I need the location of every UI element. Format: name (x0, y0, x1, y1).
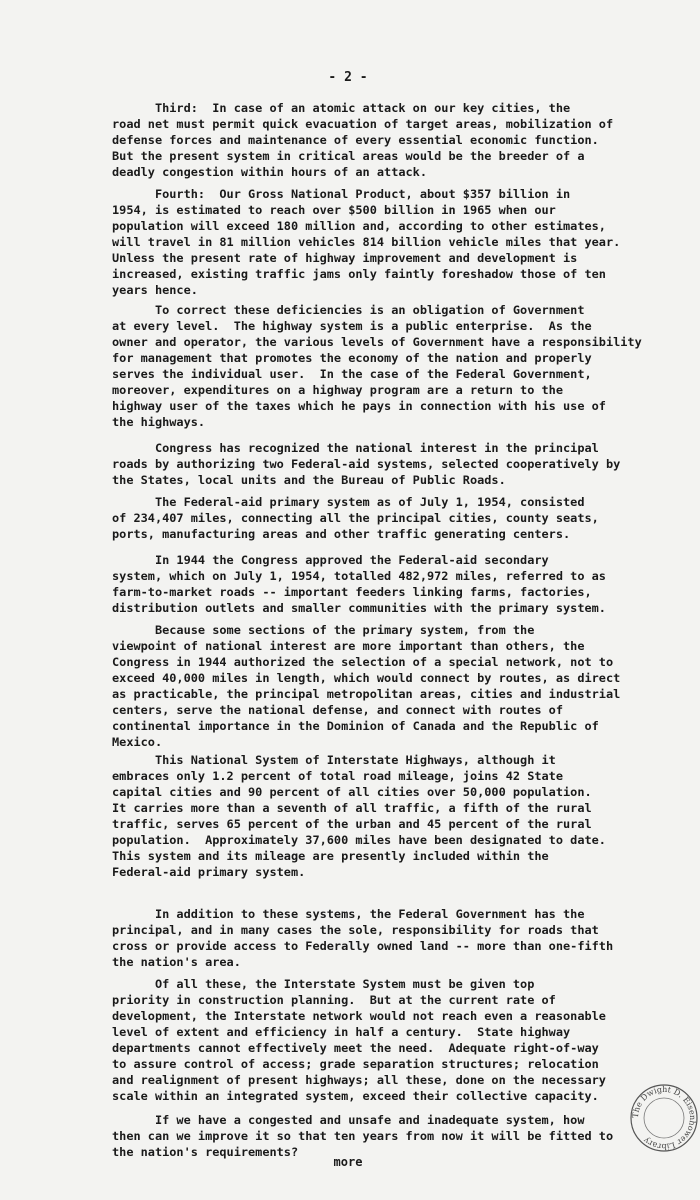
paragraph-interstate-system: This National System of Interstate Highways, although it embraces only 1.2 percent of total road mileage, joins 42 State capital cities and 90 percent of all cities over 50,000 population. It carries more than a seventh of all traffic, a fifth of the rural traffic, serves 65 percent of the urban and 45 percent of the rural population. Approximately 37,600 miles have been designated to date. This system and its mileage are presently included within the Federal-aid primary system. (112, 753, 606, 879)
paragraph-third: Third: In case of an atomic attack on our key cities, the road net must permit quick evacuation of target areas, mobilization of defense forces and maintenance of every essential economic function. But the present system in critical areas would be the breeder of a deadly congestion within hours of an attack. (112, 101, 614, 179)
paragraph-federal-land: In addition to these systems, the Federal Government has the principal, and in many cases the sole, responsibility for roads that cross or provide access to Federally owned land -- more than one-fifth the nation's area. (112, 907, 614, 969)
page-number: - 2 - (328, 70, 368, 85)
paragraph-fourth: Fourth: Our Gross National Product, about $357 billion in 1954, is estimated to reach over $500 billion in 1965 when our population will exceed 180 million and, according to other estimates, will travel in 81 million vehicles 814 billion vehicle miles that year. Unless the present rate of highway improvement and development is increased, existing traffic jams only faintly foreshadow those of ten years hence. (112, 187, 621, 297)
continuation-marker: more (333, 1155, 363, 1169)
paragraph-priority: Of all these, the Interstate System must be given top priority in construction planning. But at the current rate of development, the Interstate network would not reach even a reasonable level of extent and efficiency in half a century. State highway departments cannot effectively meet the need. Adequate right-of-way to assure control of access; grade separation structures; relocation and realignment of present highways; all these, done on the necessary scale within an integrated system, exceed their collective capacity. (112, 977, 606, 1103)
stamp-text: The Dwight D. Eisenhower Library (630, 1084, 698, 1152)
library-stamp (628, 1082, 700, 1154)
paragraph-primary-system: The Federal-aid primary system as of July 1, 1954, consisted of 234,407 miles, connecting all the principal cities, county seats, ports, manufacturing areas and other traffic generating centers. (112, 495, 599, 541)
paragraph-special-network: Because some sections of the primary system, from the viewpoint of national interest are more important than others, the Congress in 1944 authorized the selection of a special network, not to exceed 40,000 miles in length, which would connect by routes, as direct as practicable, the principal metropolitan areas, cities and industrial centers, serve the national defense, and connect with routes of continental importance in the Dominion of Canada and the Republic of Mexico. (112, 623, 621, 749)
paragraph-secondary-system: In 1944 the Congress approved the Federal-aid secondary system, which on July 1, 1954, totalled 482,972 miles, referred to as farm-to-market roads -- important feeders linking farms, factories, distribution outlets and smaller communities with the primary system. (112, 553, 606, 615)
paragraph-question: If we have a congested and unsafe and inadequate system, how then can we improve it so that ten years from now it will be fitted to the nation's requirements? (112, 1113, 614, 1159)
paragraph-obligation: To correct these deficiencies is an obligation of Government at every level. The highway system is a public enterprise. As the owner and operator, the various levels of Government have a responsibility for management that promotes the economy of the nation and properly serves the individual user. In the case of the Federal Government, moreover, expenditures on a highway program are a return to the highway user of the taxes which he pays in connection with his use of the highways. (112, 303, 642, 429)
paragraph-congress-recognized: Congress has recognized the national interest in the principal roads by authorizing two Federal-aid systems, selected cooperatively by the States, local units and the Bureau of Public Roads. (112, 441, 621, 487)
